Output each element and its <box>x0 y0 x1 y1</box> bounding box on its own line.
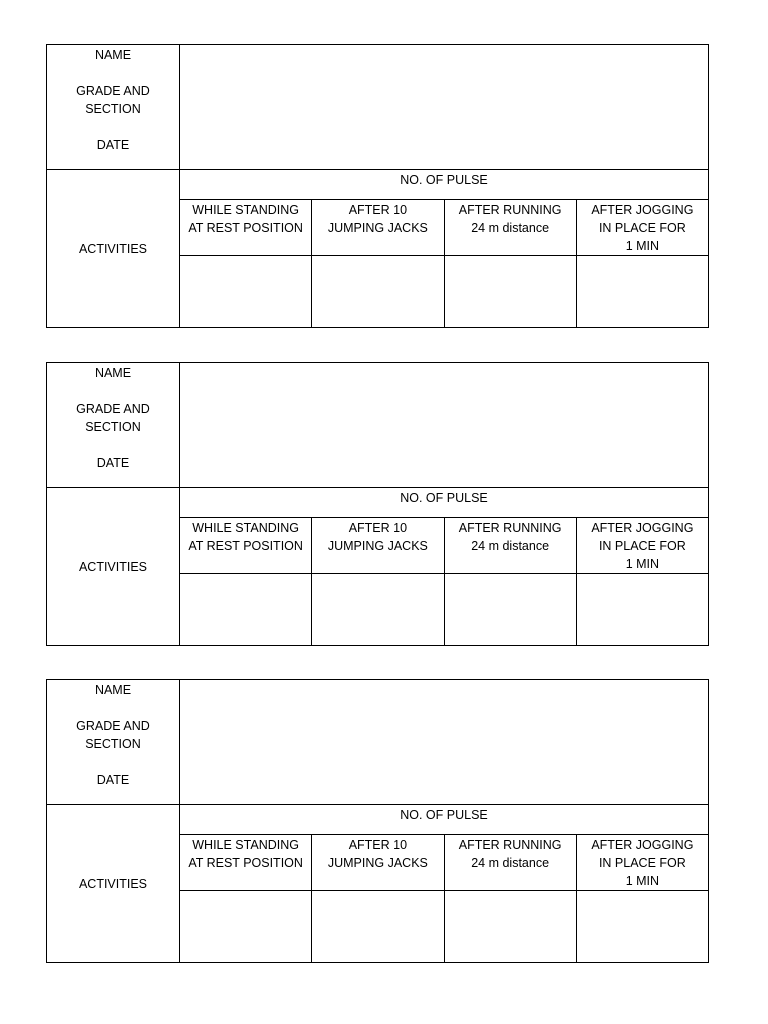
grade-label: GRADE AND <box>76 402 150 416</box>
column-header-running: AFTER RUNNING 24 m distance <box>444 835 576 891</box>
pulse-entry-running[interactable] <box>444 891 576 963</box>
grade-label: GRADE AND <box>76 719 150 733</box>
grade-label: GRADE AND <box>76 84 150 98</box>
date-label: DATE <box>96 456 130 470</box>
student-info-labels <box>47 45 180 170</box>
column-header-jogging: AFTER JOGGING IN PLACE FOR 1 MIN <box>576 200 708 256</box>
pulse-header: NO. OF PULSE <box>180 805 709 835</box>
student-info-labels <box>47 680 180 805</box>
pulse-entry-jogging[interactable] <box>576 574 708 646</box>
column-header-jogging: AFTER JOGGING IN PLACE FOR 1 MIN <box>576 835 708 891</box>
activities-label: ACTIVITIES <box>47 805 180 963</box>
pulse-entry-jumping-jacks[interactable] <box>312 891 444 963</box>
section-label: SECTION <box>85 420 141 434</box>
column-header-standing: WHILE STANDING AT REST POSITION <box>180 200 312 256</box>
section-label: SECTION <box>85 737 141 751</box>
column-header-running: AFTER RUNNING 24 m distance <box>444 200 576 256</box>
student-info-field[interactable] <box>180 363 709 488</box>
pulse-entry-jogging[interactable] <box>576 256 708 328</box>
pulse-entry-jogging[interactable] <box>576 891 708 963</box>
column-header-standing: WHILE STANDING AT REST POSITION <box>180 835 312 891</box>
name-label: NAME <box>94 366 132 380</box>
column-header-standing: WHILE STANDING AT REST POSITION <box>180 518 312 574</box>
pulse-entry-standing[interactable] <box>180 256 312 328</box>
pulse-entry-running[interactable] <box>444 574 576 646</box>
date-label: DATE <box>96 773 130 787</box>
pulse-form-1 <box>46 44 709 328</box>
activities-label: ACTIVITIES <box>47 488 180 646</box>
name-label: NAME <box>94 48 132 62</box>
pulse-header: NO. OF PULSE <box>180 170 709 200</box>
pulse-entry-jumping-jacks[interactable] <box>312 256 444 328</box>
pulse-form-3 <box>46 679 709 963</box>
pulse-form-2 <box>46 362 709 646</box>
column-header-jumping-jacks: AFTER 10 JUMPING JACKS <box>312 835 444 891</box>
activities-label: ACTIVITIES <box>47 170 180 328</box>
date-label: DATE <box>96 138 130 152</box>
section-label: SECTION <box>85 102 141 116</box>
pulse-header: NO. OF PULSE <box>180 488 709 518</box>
pulse-entry-jumping-jacks[interactable] <box>312 574 444 646</box>
column-header-jumping-jacks: AFTER 10 JUMPING JACKS <box>312 518 444 574</box>
student-info-labels <box>47 363 180 488</box>
pulse-entry-running[interactable] <box>444 256 576 328</box>
column-header-running: AFTER RUNNING 24 m distance <box>444 518 576 574</box>
column-header-jumping-jacks: AFTER 10 JUMPING JACKS <box>312 200 444 256</box>
student-info-field[interactable] <box>180 680 709 805</box>
student-info-field[interactable] <box>180 45 709 170</box>
column-header-jogging: AFTER JOGGING IN PLACE FOR 1 MIN <box>576 518 708 574</box>
pulse-entry-standing[interactable] <box>180 891 312 963</box>
pulse-entry-standing[interactable] <box>180 574 312 646</box>
name-label: NAME <box>94 683 132 697</box>
